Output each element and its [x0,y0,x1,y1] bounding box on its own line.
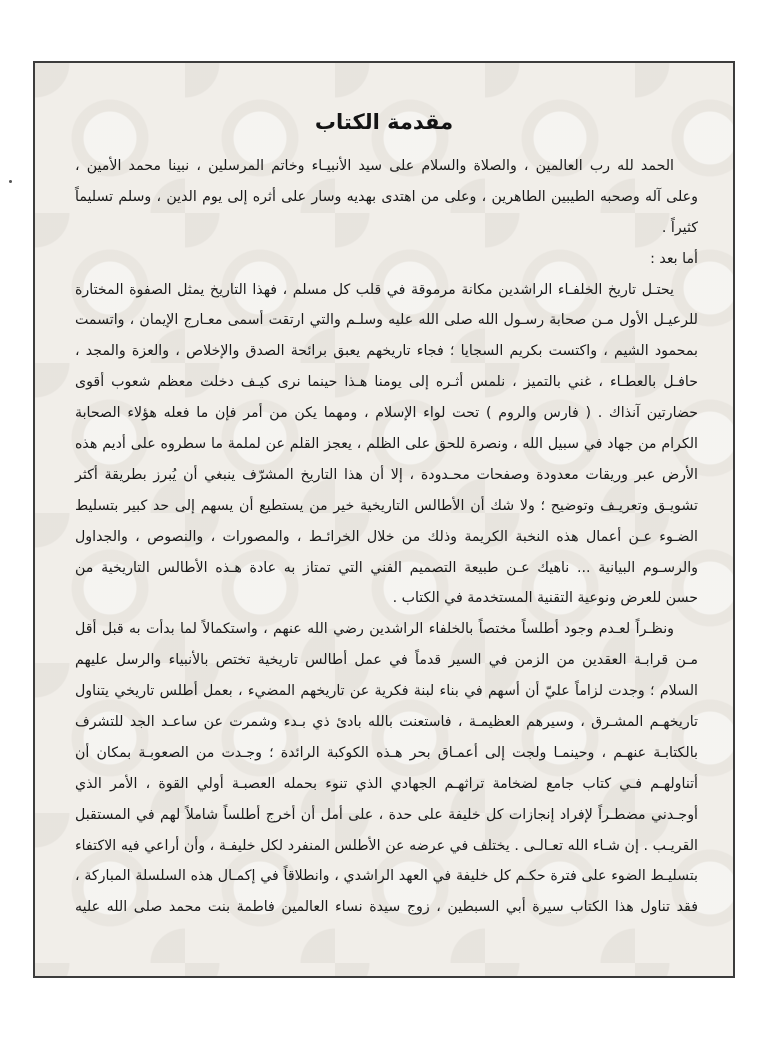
page-title: مقدمة الكتاب [314,110,454,134]
page-frame [33,61,735,978]
text-line: الكرام من جهاد في سبيل الله ، ونصرة للحق على الظلم ، يعجز القلم عن لملمة ما سطروه على أديم هذه [75,436,698,453]
text-line: الحمد لله رب العالمين ، والصلاة والسلام على سيد الأنبيـاء وخاتم المرسلين ، نبينا محمد الأمين ، [75,158,674,174]
text-line: والرسـوم البيانية ... ناهيك عـن طبيعة التصميم الفني التي تمتاز به عادة هـذه الأطالس التاريخية من [75,559,698,576]
text-line: السلام ؛ وجدت لزاماً عليّ أن أسهم في بناء لبنة فكرية عن تاريخهم المضيء ، بعمل أطلس تاريخي يتناول [75,683,698,700]
text-line: فقد تناول هذا الكتاب سيرة أبي السبطين ، زوج سيدة نساء العالمين فاطمة بنت محمد صلى الله عليه [75,899,698,916]
text-line: تاريخهـم المشـرق ، وسيرهم العظيمـة ، فاستعنت بالله بادئ ذي بـدء وشمرت عن ساعـد الجد للتشرف [75,714,698,731]
text-line: أتناولهـم فـي كتاب جامع لضخامة تراثهـم الجهادي الذي تنوء بحمله العصبـة أولي القوة ، الأمر الذي [75,775,698,792]
text-line: كثيراً . [661,219,698,236]
text-line: أما بعد : [650,250,698,267]
body-text [75,151,698,923]
text-line: وعلى آله وصحبه الطيبين الطاهرين ، وعلى من اهتدى بهديه وسار على أثره إلى يوم الدين ، وسلم تسليماً [75,188,698,205]
text-line: أوجـدني مضطـراً لإفراد إنجازات كل خليفة على حدة ، على أمل أن أخرج أطلساً شاملاً لهم في المستقبل [75,806,698,823]
text-line: للرعيـل الأول مـن صحابة رسـول الله صلى الله عليه وسلـم والتي ارتقت أسمى معـارج الإيمان ، واتسمت [75,312,698,329]
text-line: بالكتابـة عنهـم ، وحينمـا ولجت إلى أعمـاق بحر هـذه الكوكبة الرائدة ؛ وجـدت من الصعوبـة بمكان أن [75,744,698,761]
text-line: حضارتين آنذاك . ( فارس والروم ) تحت لواء الإسلام ، ومهما يكن من أمر فإن ما فعله هؤلاء الصحابة [75,405,698,422]
margin-speck [9,180,12,183]
text-line: حافـل بالعطـاء ، غني بالتميز ، نلمس أثـره إلى يومنا هـذا حينما نرى كيـف دخلت معظم شعوب أقوى [75,374,698,391]
text-line: تشويـق وتعريـف وتوضيح ؛ ولا شك أن الأطالس التاريخية خير من يستطيع أن يسهم إلى حد كبير بتسليط [75,497,698,514]
text-line: حسن للعرض ونوعية التقنية المستخدمة في الكتاب . [392,590,698,607]
text-line: الضـوء عـن أعمال هذه النخبة الكريمة وذلك من خلال الخرائـط ، والمصورات ، والنصوص ، والجداول [75,528,698,545]
text-line: بتسليـط الضوء على فترة حكـم كل خليفة في العهد الراشدي ، وانطلاقاً في إكمـال هذه السلسلة المباركة ، [75,868,698,885]
text-line: الأرض عبر وريقات معدودة وصفحات محـدودة ، إلا أن هذا التاريخ المشرّف ينبغي أن يُبرز بطريقة أكثر [75,466,698,483]
text-line: القريـب . إن شـاء الله تعـالـى . يختلف في عرضه عن الأطلس المنفرد لكل خليفـة ، وأن أراعي فيه الاكتفاء [75,837,698,854]
text-line: مـن قرابـة العقدين من الزمن في السير قدماً في عمل أطالس تاريخية تختص بالأنبياء والرسل عليهم [75,652,698,669]
text-line: بمحمود الشيم ، واكتست بكريم السجايا ؛ فجاء تاريخهم يعبق برائحة الصدق والإخلاص ، والعزة والمجد ، [75,343,698,360]
text-line: ونظـراً لعـدم وجود أطلساً مختصاً بالخلفاء الراشدين رضي الله عنهم ، واستكمالاً لما بدأت به قبل أقل [75,621,674,638]
text-line: يحتـل تاريخ الخلفـاء الراشدين مكانة مرموقة في قلب كل مسلم ، فهذا التاريخ يمثل الصفوة المختارة [75,281,674,298]
